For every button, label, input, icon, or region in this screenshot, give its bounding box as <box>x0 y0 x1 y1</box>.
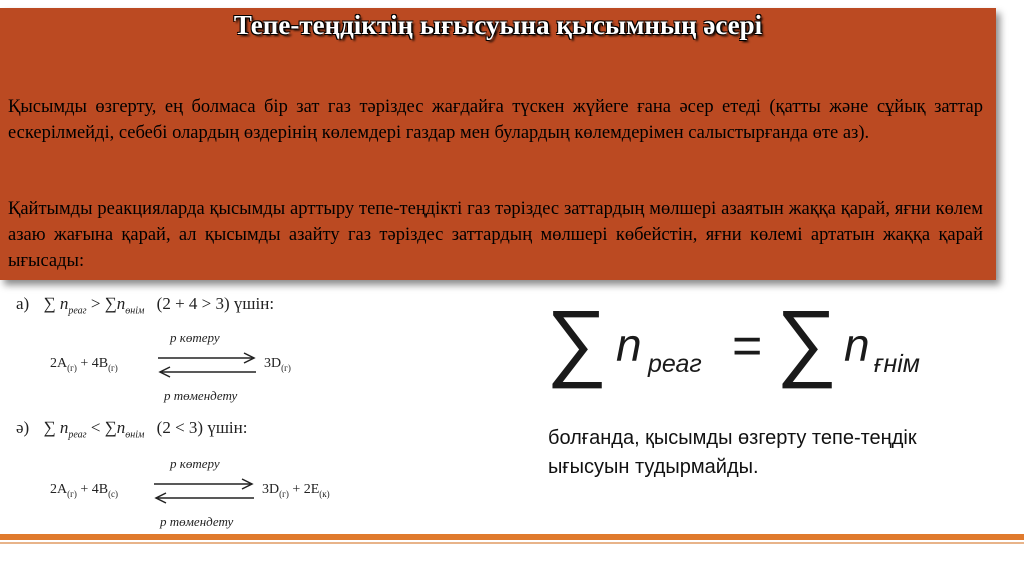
case-a-products: $3D_{(г)}$ <box>264 356 291 373</box>
case-b-products: $3D_{(г)} + 2E_{(к)}$ <box>262 482 330 499</box>
case-a-arrow-bottom-label: p төмендету <box>164 388 238 403</box>
equals-sign: = <box>732 317 763 375</box>
slide-title: Тепе-теңдіктің ығысуына қысымның әсері <box>233 10 763 40</box>
case-a-reactants: $2A_{(г)} + 4B_{(г)}$ <box>50 356 118 373</box>
case-a-arrow-top-label: p көтеру <box>170 330 220 345</box>
sum-symbol-right: ∑ <box>776 293 838 389</box>
n-symbol-right: n <box>844 319 870 371</box>
paragraph-reversible-reactions: Қайтымды реакцияларда қысымды арттыру тепе-теңдікті газ тәріздес заттардың мөлшері азаятын жаққа қарай, яғни көлем азаю жағына қарай, ал қысымды азайту газ тәріздес заттардың мөлшері көбейстін, яғни көлемі артатын жаққа қарай ығысады: <box>8 199 983 271</box>
case-b-equilibrium-arrows <box>152 476 256 506</box>
case-b-reactants: $2A_{(г)} + 4B_{(с)}$ <box>50 482 119 499</box>
case-a-equilibrium-arrows <box>156 350 258 380</box>
case-b-arrow-top-label: p көтеру <box>170 456 220 471</box>
conclusion-text: болғанда, қысымды өзгерту тепе-теңдік ығысуын тудырмайды. <box>548 427 917 478</box>
footer-line <box>0 542 1024 544</box>
sum-symbol-left: ∑ <box>546 293 608 389</box>
subscript-reag: реаг <box>648 350 702 378</box>
subscript-gnim: ғнім <box>874 350 920 378</box>
paragraph-pressure-effect: Қысымды өзгерту, ең болмаса бір зат газ тәріздес жағдайға түскен жүйеге ғана әсер етеді (қатты және сұйық заттар ескерілмейді, себебі олардың өздерінің көлемдері газдар мен булардың көлемдерімен салыстырғанда өте аз). <box>8 97 983 143</box>
footer-bar <box>0 534 1024 540</box>
case-b-condition: ә) ∑ $n_{реаг} < \sum n_{өнім}$ (2 < 3) үшін: <box>16 418 248 441</box>
case-b-arrow-bottom-label: p төмендету <box>160 514 234 529</box>
case-a-condition: а) ∑ $n_{реаг} > \sum n_{өнім}$ (2 + 4 > 3) үшін: <box>16 294 275 317</box>
n-symbol-left: n <box>616 319 642 371</box>
equal-moles-formula <box>546 293 966 396</box>
reaction-examples <box>0 292 400 532</box>
